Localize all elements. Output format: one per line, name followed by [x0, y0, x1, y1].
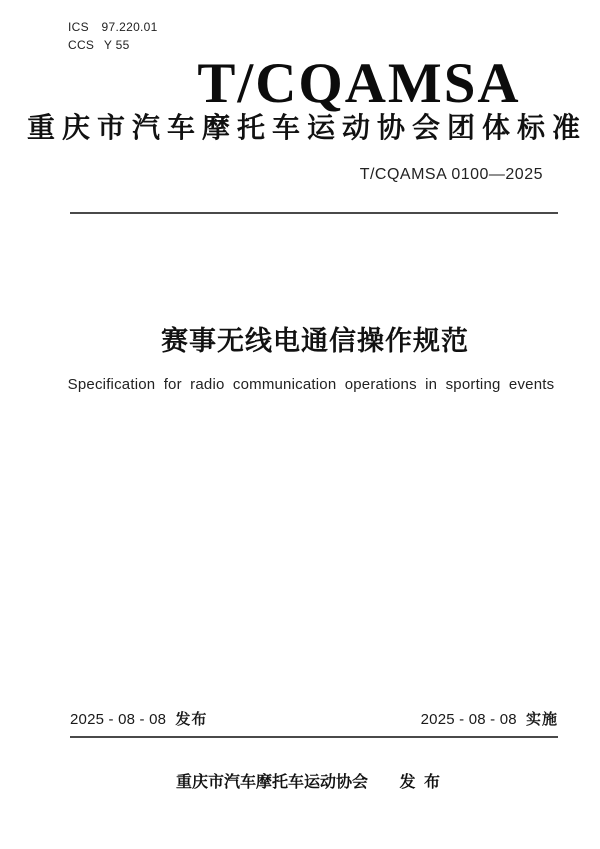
footer-divider [70, 736, 558, 738]
issue-date: 2025 - 08 - 08 [70, 711, 167, 728]
implementation-date-block [421, 709, 558, 731]
document-title-english: Specification for radio communication operations in sporting events [67, 376, 555, 393]
ccs-label: CCS [68, 38, 95, 52]
publish-action-label: 发 布 [399, 774, 442, 791]
publisher-line [0, 771, 600, 795]
ics-classification [68, 18, 158, 36]
ccs-value: Y 55 [103, 38, 130, 52]
publisher-name: 重庆市汽车摩托车运动协会 [176, 774, 369, 791]
standard-type-heading: 重庆市汽车摩托车运动协会团体标准 [26, 112, 587, 143]
ics-value: 97.220.01 [101, 20, 158, 34]
date-row [70, 709, 558, 731]
organization-code-title: T/CQAMSA [197, 52, 521, 115]
ccs-classification [68, 36, 130, 54]
issue-date-block [70, 709, 207, 731]
standard-number: T/CQAMSA 0100—2025 [359, 166, 543, 183]
implementation-date: 2025 - 08 - 08 [420, 711, 517, 728]
implementation-date-label: 实施 [525, 711, 558, 728]
document-title-chinese: 赛事无线电通信操作规范 [161, 326, 469, 356]
header-divider [70, 212, 558, 214]
ics-label: ICS [68, 20, 89, 34]
issue-date-label: 发布 [175, 711, 208, 728]
